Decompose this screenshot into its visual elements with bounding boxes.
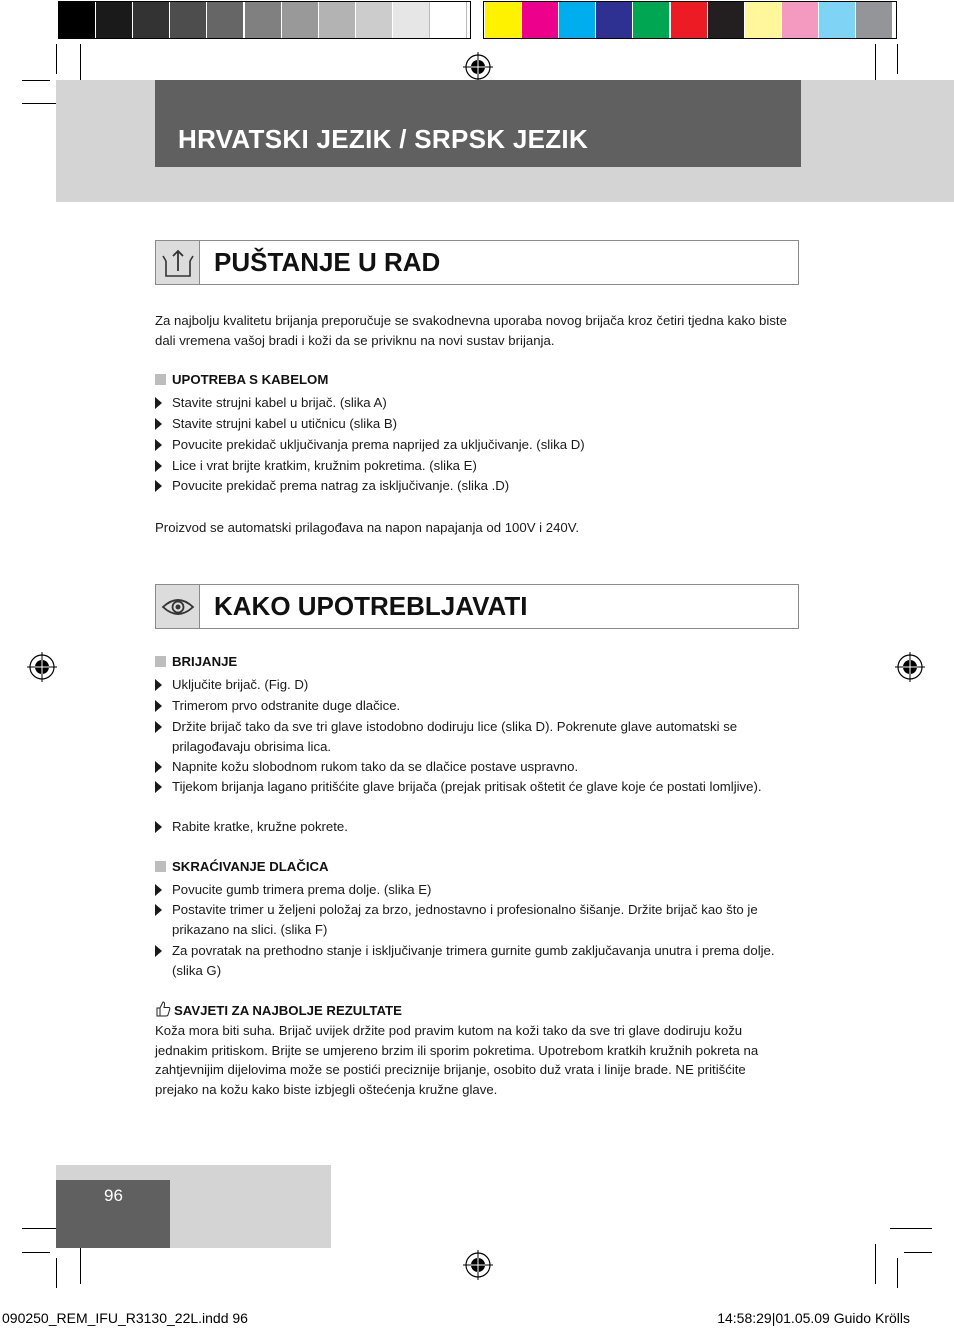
list-item: Za povratak na prethodno stanje i isključivanje trimera gurnite gumb zaključavanja unutra i prema dolje. (slika G) [155,941,785,980]
arrow-bullet-icon [155,781,162,793]
swatch-frame [58,1,471,39]
print-slug-timestamp: 14:58:29|01.05.09 Guido Krölls [717,1310,910,1326]
unpack-box-icon [156,241,200,284]
tips-paragraph: Koža mora biti suha. Brijač uvijek držite pod pravim kutom na koži tako da sve tri glave dodiruju kožu jednakim pritiskom. Brijte se umjereno brzim ili sporim pokretima. Upotrebom kratkih kružnih pokreta na zahtjevnijim dijelovima može se postići preciznije brijanje, osobito duž vrata i linije brade. NE pritišćite prejako na kožu kako biste izbjegli oštećenja kružne glave. [155,1023,759,1097]
intro-paragraph: Za najbolju kvalitetu brijanja preporučuje se svakodnevna uporaba novog brijača kroz četiri tjedna kako biste dali vremena vašoj bradi i koži da se priviknu na novi sustav brijanja. [155,313,787,348]
arrow-bullet-icon [155,480,162,492]
language-title: HRVATSKI JEZIK / SRPSK JEZIK [178,124,589,154]
list-item: Stavite strujni kabel u brijač. (slika A) [155,393,785,413]
arrow-bullet-icon [155,721,162,733]
arrow-bullet-icon [155,904,162,916]
section-heading-how-to-use [155,584,799,629]
list-item: Stavite strujni kabel u utičnicu (slika B) [155,414,785,434]
page-number: 96 [104,1186,123,1205]
subheading-cord-use: UPOTREBA S KABELOM [155,372,328,388]
section-title: KAKO UPOTREBLJAVATI [214,591,528,621]
list-item: Držite brijač tako da sve tri glave istodobno dodiruju lice (slika D). Pokrenute glave automatski se prilagođavaju obrisima lica. [155,717,785,756]
arrow-bullet-icon [155,439,162,451]
list-item: Tijekom brijanja lagano pritišćite glave brijača (prejak pritisak oštetit će glave koje će postati lomljive). [155,777,785,797]
print-slug-file: 090250_REM_IFU_R3130_22L.indd 96 [2,1310,248,1326]
section-title: PUŠTANJE U RAD [214,247,441,277]
list-item: Napnite kožu slobodnom rukom tako da se dlačice postave uspravno. [155,757,785,777]
section-heading-getting-started [155,240,799,285]
voltage-note: Proizvod se automatski prilagođava na napon napajanja od 100V i 240V. [155,520,580,535]
subheading-shaving: BRIJANJE [155,654,237,670]
registration-mark-icon [463,1250,493,1280]
list-item: Povucite prekidač prema natrag za isključivanje. (slika .D) [155,476,785,496]
list-item: Uključite brijač. (Fig. D) [155,675,785,695]
arrow-bullet-icon [155,418,162,430]
square-bullet-icon [155,374,166,385]
square-bullet-icon [155,656,166,667]
arrow-bullet-icon [155,397,162,409]
arrow-bullet-icon [155,761,162,773]
list-item: Rabite kratke, kružne pokrete. [155,817,785,837]
arrow-bullet-icon [155,460,162,472]
subheading-trimming: SKRAĆIVANJE DLAČICA [155,859,329,875]
arrow-bullet-icon [155,884,162,896]
arrow-bullet-icon [155,945,162,957]
arrow-bullet-icon [155,679,162,691]
list-item: Postavite trimer u željeni položaj za brzo, jednostavno i profesionalno šišanje. Držite brijač kao što je prikazano na slici. (slika F) [155,900,785,939]
list-item: Trimerom prvo odstranite duge dlačice. [155,696,785,716]
list-item: Povucite gumb trimera prema dolje. (slika E) [155,880,785,900]
list-item: Lice i vrat brijte kratkim, kružnim pokretima. (slika E) [155,456,785,476]
swatch-frame [483,1,897,39]
list-item: Povucite prekidač uključivanja prema naprijed za uključivanje. (slika D) [155,435,785,455]
arrow-bullet-icon [155,821,162,833]
square-bullet-icon [155,861,166,872]
subheading-tips: SAVJETI ZA NAJBOLJE REZULTATE [155,1001,402,1019]
arrow-bullet-icon [155,700,162,712]
registration-mark-icon [27,652,57,682]
eye-icon [156,585,200,628]
thumbs-up-icon [155,1001,171,1017]
registration-mark-icon [895,652,925,682]
registration-mark-icon [463,52,493,82]
